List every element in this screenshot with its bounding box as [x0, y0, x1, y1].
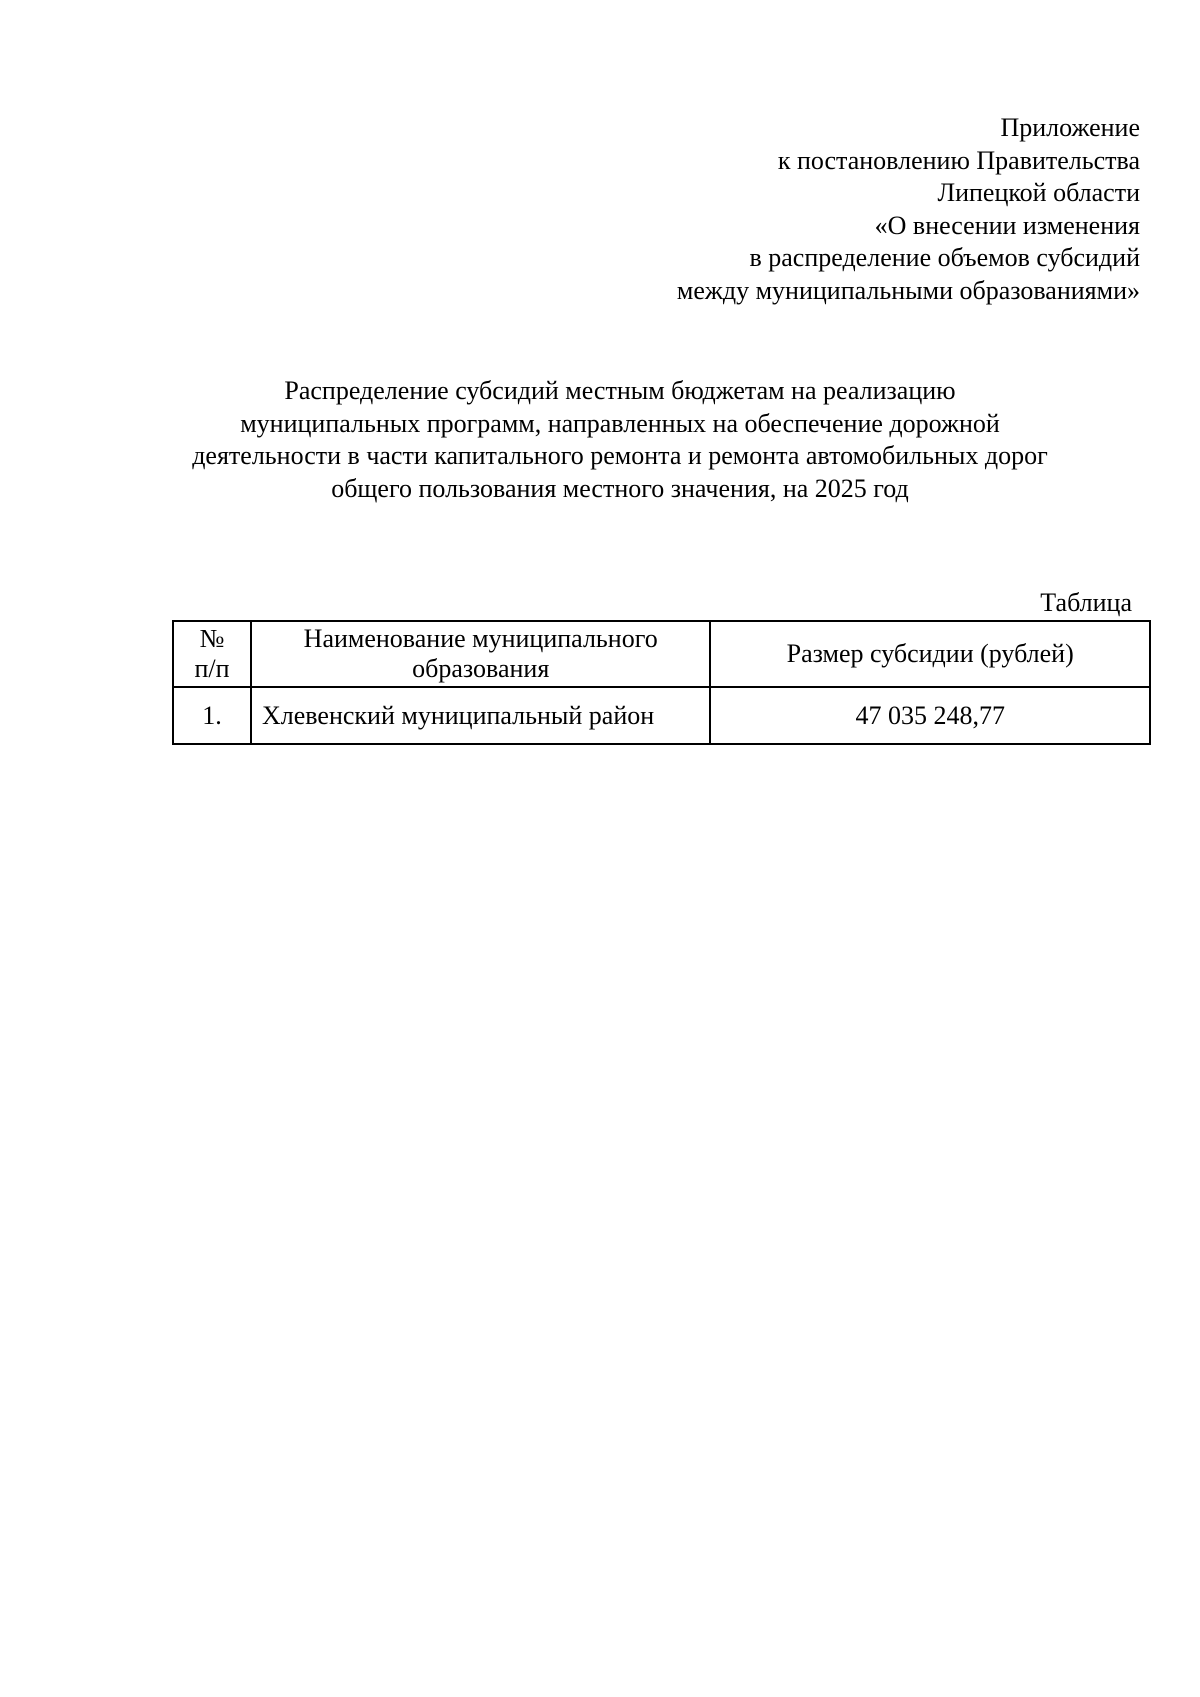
header-number-symbol: № [199, 624, 225, 653]
document-title-line: Распределение субсидий местным бюджетам на реализацию [284, 376, 956, 405]
appendix-line: между муниципальными образованиями» [676, 275, 1140, 305]
row-number: 1. [173, 687, 251, 744]
appendix-line: Приложение [1000, 113, 1140, 142]
table-row [173, 687, 1150, 744]
table-header-row [173, 621, 1150, 687]
header-number-abbr: п/п [194, 654, 230, 683]
header-municipality-name [251, 621, 710, 687]
header-subsidy-amount: Размер субсидии (рублей) [710, 621, 1150, 687]
appendix-line: к постановлению Правительства [777, 145, 1140, 175]
header-number [173, 621, 251, 687]
document-title-line: муниципальных программ, направленных на обеспечение дорожной [240, 408, 1000, 438]
appendix-line: Липецкой области [937, 178, 1140, 207]
document-title [120, 375, 1120, 505]
row-subsidy-amount: 47 035 248,77 [710, 687, 1150, 744]
subsidy-table [172, 620, 1151, 745]
row-municipality-name: Хлевенский муниципальный район [251, 687, 710, 744]
table-caption: Таблица [1040, 588, 1132, 617]
appendix-line: в распределение объемов субсидий [749, 243, 1140, 272]
appendix-block [540, 112, 1140, 307]
document-title-line: деятельности в части капитального ремонта и ремонта автомобильных дорог [192, 441, 1048, 470]
header-name-line: Наименование муниципального [303, 624, 658, 653]
document-title-line: общего пользования местного значения, на 2025 год [331, 473, 909, 503]
appendix-line: «О внесении изменения [874, 210, 1140, 240]
header-name-line: образования [412, 654, 550, 683]
